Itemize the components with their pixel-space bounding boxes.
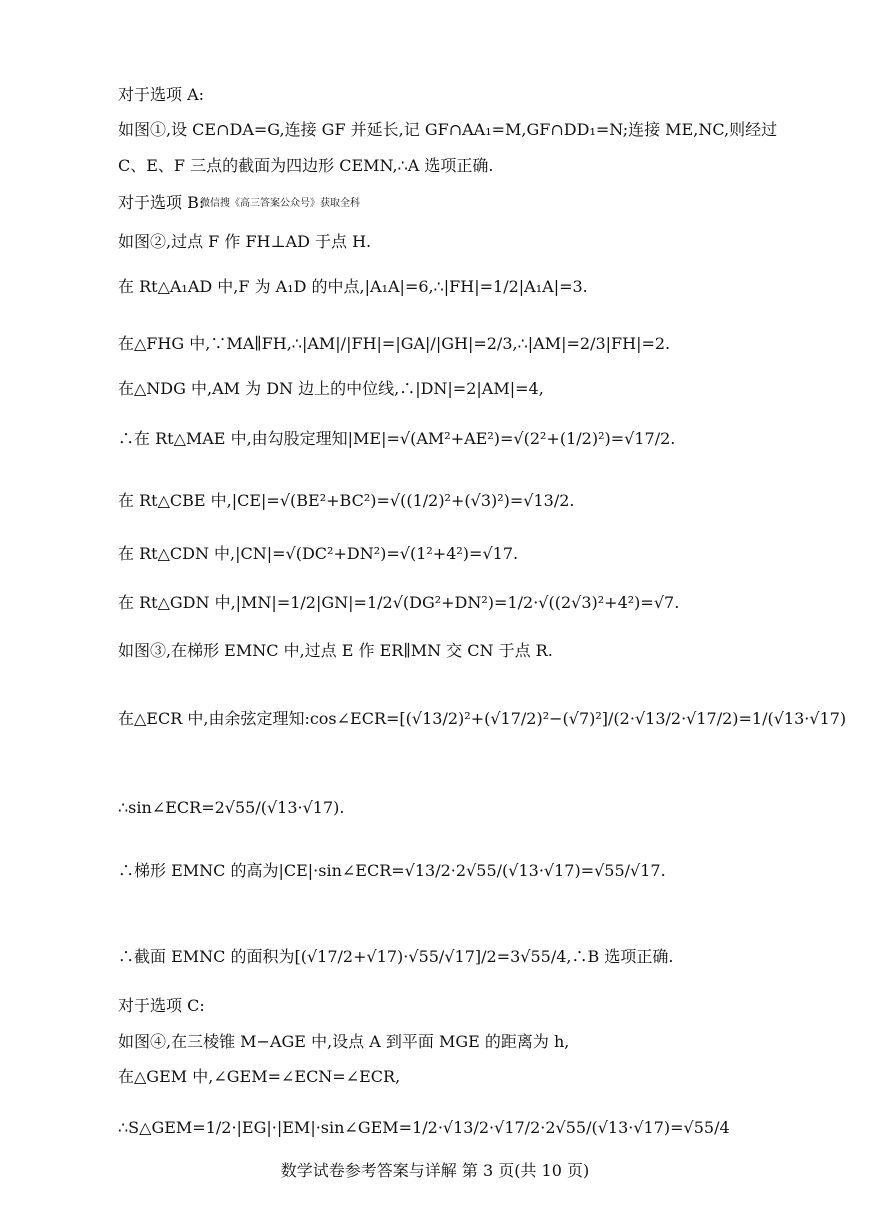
option-a-heading: 对于选项 A: xyxy=(118,85,205,104)
option-a-line-2: C、E、F 三点的截面为四边形 CEMN,∴A 选项正确. xyxy=(118,156,494,175)
option-b-line-11: ∴sin∠ECR=2√55/(√13·√17). xyxy=(118,798,345,817)
option-c-line-3: ∴S△GEM=1/2·|EG|·|EM|·sin∠GEM=1/2·√13/2·√17/2·2√55/(√13·√17)=√55/4 xyxy=(118,1118,730,1137)
page-footer: 数学试卷参考答案与详解 第 3 页(共 10 页) xyxy=(280,1161,590,1180)
option-b-line-13: ∴截面 EMNC 的面积为[(√17/2+√17)·√55/√17]/2=3√55/4,∴B 选项正确. xyxy=(118,947,674,966)
option-c-line-2: 在△GEM 中,∠GEM=∠ECN=∠ECR, xyxy=(118,1067,401,1086)
option-a-line-1: 如图①,设 CE∩DA=G,连接 GF 并延长,记 GF∩AA₁=M,GF∩DD₁=N;连接 ME,NC,则经过 xyxy=(118,120,778,139)
option-b-line-6: 在 Rt△CBE 中,|CE|=√(BE²+BC²)=√((1/2)²+(√3)²)=√13/2. xyxy=(118,491,575,510)
option-c-heading: 对于选项 C: xyxy=(118,996,205,1015)
option-b-line-12: ∴梯形 EMNC 的高为|CE|·sin∠ECR=√13/2·2√55/(√13·√17)=√55/√17. xyxy=(118,861,666,880)
option-b-line-10: 在△ECR 中,由余弦定理知:cos∠ECR=[(√13/2)²+(√17/2)²−(√7)²]/(2·√13/2·√17/2)=1/(√13·√17) xyxy=(118,709,847,728)
option-b-line-1: 如图②,过点 F 作 FH⊥AD 于点 H. xyxy=(118,232,372,251)
option-b-line-4: 在△NDG 中,AM 为 DN 边上的中位线,∴|DN|=2|AM|=4, xyxy=(118,379,544,398)
option-b-line-8: 在 Rt△GDN 中,|MN|=1/2|GN|=1/2√(DG²+DN²)=1/2·√((2√3)²+4²)=√7. xyxy=(118,593,680,612)
option-b-line-2: 在 Rt△A₁AD 中,F 为 A₁D 的中点,|A₁A|=6,∴|FH|=1/2|A₁A|=3. xyxy=(118,277,588,296)
option-c-line-1: 如图④,在三棱锥 M−AGE 中,设点 A 到平面 MGE 的距离为 h, xyxy=(118,1032,570,1051)
option-b-line-5: ∴在 Rt△MAE 中,由勾股定理知|ME|=√(AM²+AE²)=√(2²+(1/2)²)=√17/2. xyxy=(118,429,676,448)
option-b-line-3: 在△FHG 中,∵MA∥FH,∴|AM|/|FH|=|GA|/|GH|=2/3,∴|AM|=2/3|FH|=2. xyxy=(118,334,671,353)
option-b-line-9: 如图③,在梯形 EMNC 中,过点 E 作 ER∥MN 交 CN 于点 R. xyxy=(118,641,553,660)
option-b-line-7: 在 Rt△CDN 中,|CN|=√(DC²+DN²)=√(1²+4²)=√17. xyxy=(118,544,519,563)
watermark-note: 微信搜《高三答案公众号》获取全科 xyxy=(200,198,360,209)
option-b-heading: 对于选项 B: xyxy=(118,193,205,212)
